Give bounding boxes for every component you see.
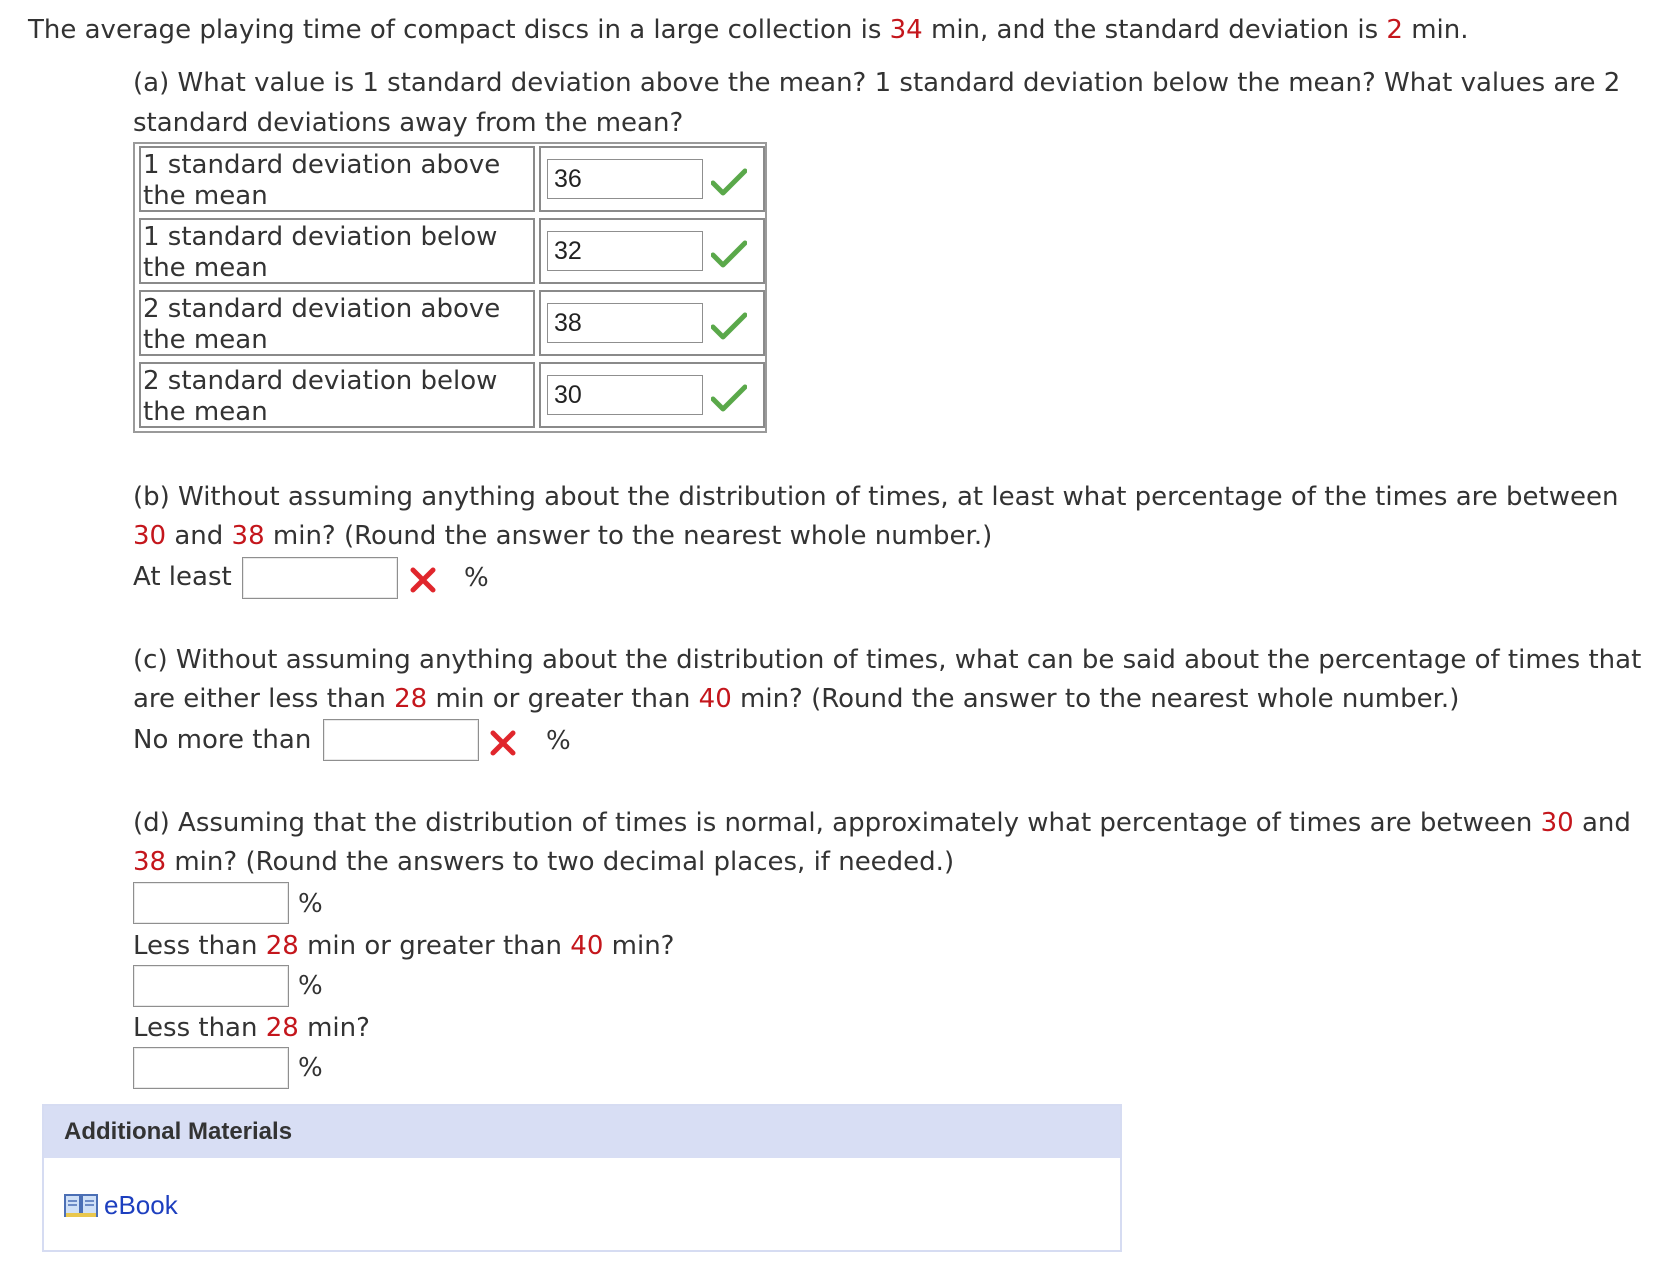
intro-text-2: min, and the standard deviation is	[922, 15, 1387, 45]
checkmark-icon	[711, 384, 747, 412]
problem-intro	[28, 14, 1469, 46]
row-label-line: 1 standard deviation below	[143, 222, 498, 252]
part-b-high: 38	[231, 521, 265, 551]
part-d-answer-2-unit: %	[298, 971, 323, 1001]
answer-cell-1sd-above	[539, 146, 765, 212]
row-label-line: the mean	[143, 253, 268, 283]
part-b-rest: min? (Round the answer to the nearest whole number.)	[264, 521, 993, 551]
part-b-low: 30	[133, 521, 167, 551]
row-label-1sd-below	[139, 218, 535, 284]
row-label-line: the mean	[143, 181, 268, 211]
answer-input-1sd-below[interactable]: 32	[547, 231, 703, 271]
part-d-q2-low: 28	[265, 931, 299, 961]
checkmark-icon	[711, 168, 747, 196]
part-b-and: and	[166, 521, 232, 551]
part-b-percent-unit: %	[464, 563, 489, 593]
part-c-question-line-1: (c) Without assuming anything about the distribution of times, what can be said about the percentage of times that	[133, 645, 1642, 675]
part-c-low: 28	[394, 684, 428, 714]
part-c-percent-unit: %	[546, 726, 571, 756]
part-d-answer-1-unit: %	[298, 889, 323, 919]
row-label-line: 2 standard deviation below	[143, 366, 498, 396]
part-d-answer-1-input[interactable]	[133, 882, 289, 924]
part-d-answer-3-input[interactable]	[133, 1047, 289, 1089]
part-d-q3-text-a: Less than	[133, 1013, 266, 1043]
ebook-link-row[interactable]	[64, 1190, 178, 1221]
part-d-question-2	[133, 930, 674, 962]
answer-input-2sd-above[interactable]: 38	[547, 303, 703, 343]
part-b-question-line-2	[133, 520, 992, 552]
sd-value: 2	[1386, 15, 1403, 45]
row-label-1sd-above	[139, 146, 535, 212]
checkmark-icon	[711, 312, 747, 340]
answer-cell-2sd-below	[539, 362, 765, 428]
part-d-high: 38	[133, 847, 167, 877]
row-label-line: 2 standard deviation above	[143, 294, 501, 324]
part-d-and: and	[1573, 808, 1631, 838]
part-d-q2-high: 40	[570, 931, 604, 961]
row-label-2sd-above	[139, 290, 535, 356]
incorrect-x-icon	[488, 728, 518, 758]
mean-value: 34	[889, 15, 923, 45]
row-label-line: the mean	[143, 397, 268, 427]
row-label-line: the mean	[143, 325, 268, 355]
part-d-q3-low: 28	[265, 1013, 299, 1043]
ebook-link[interactable]: eBook	[104, 1190, 178, 1220]
part-b-question-line-1: (b) Without assuming anything about the distribution of times, at least what percentage of the times are between	[133, 482, 1619, 512]
part-c-text-a: are either less than	[133, 684, 395, 714]
answer-input-1sd-above[interactable]: 36	[547, 159, 703, 199]
additional-materials-header	[44, 1106, 1120, 1158]
part-c-high: 40	[698, 684, 732, 714]
part-d-question-3	[133, 1012, 370, 1044]
part-c-prefix: No more than	[133, 725, 312, 755]
part-d-low: 30	[1540, 808, 1574, 838]
part-b-answer-input[interactable]	[242, 557, 398, 599]
part-d-q2-text-c: min?	[603, 931, 675, 961]
intro-text-3: min.	[1402, 15, 1469, 45]
part-d-q2-text-b: min or greater than	[298, 931, 571, 961]
part-d-question-line-1	[133, 807, 1631, 839]
part-c-answer-input[interactable]	[323, 719, 479, 761]
part-a-question-line-1: (a) What value is 1 standard deviation above the mean? 1 standard deviation below the mean? What values are 2	[133, 68, 1621, 98]
part-d-q3-text-b: min?	[298, 1013, 370, 1043]
additional-materials-title: Additional Materials	[64, 1118, 293, 1145]
intro-text-1: The average playing time of compact discs in a large collection is	[28, 15, 890, 45]
book-icon	[64, 1193, 98, 1219]
part-d-answer-2-input[interactable]	[133, 965, 289, 1007]
part-c-text-b: min or greater than	[427, 684, 699, 714]
part-c-text-c: min? (Round the answer to the nearest whole number.)	[731, 684, 1460, 714]
answer-input-2sd-below[interactable]: 30	[547, 375, 703, 415]
row-label-line: 1 standard deviation above	[143, 150, 501, 180]
part-d-answer-3-unit: %	[298, 1053, 323, 1083]
answer-cell-1sd-below	[539, 218, 765, 284]
part-d-question-line-2	[133, 846, 954, 878]
row-label-2sd-below	[139, 362, 535, 428]
answer-cell-2sd-above	[539, 290, 765, 356]
part-d-text-1: (d) Assuming that the distribution of times is normal, approximately what percentage of times are between	[133, 808, 1541, 838]
part-d-q2-text-a: Less than	[133, 931, 266, 961]
additional-materials-panel	[42, 1104, 1122, 1252]
part-d-rest: min? (Round the answers to two decimal places, if needed.)	[166, 847, 955, 877]
part-a-question-line-2: standard deviations away from the mean?	[133, 108, 684, 138]
part-c-question-line-2	[133, 683, 1459, 715]
incorrect-x-icon	[408, 565, 438, 595]
checkmark-icon	[711, 240, 747, 268]
part-b-prefix: At least	[133, 562, 232, 592]
